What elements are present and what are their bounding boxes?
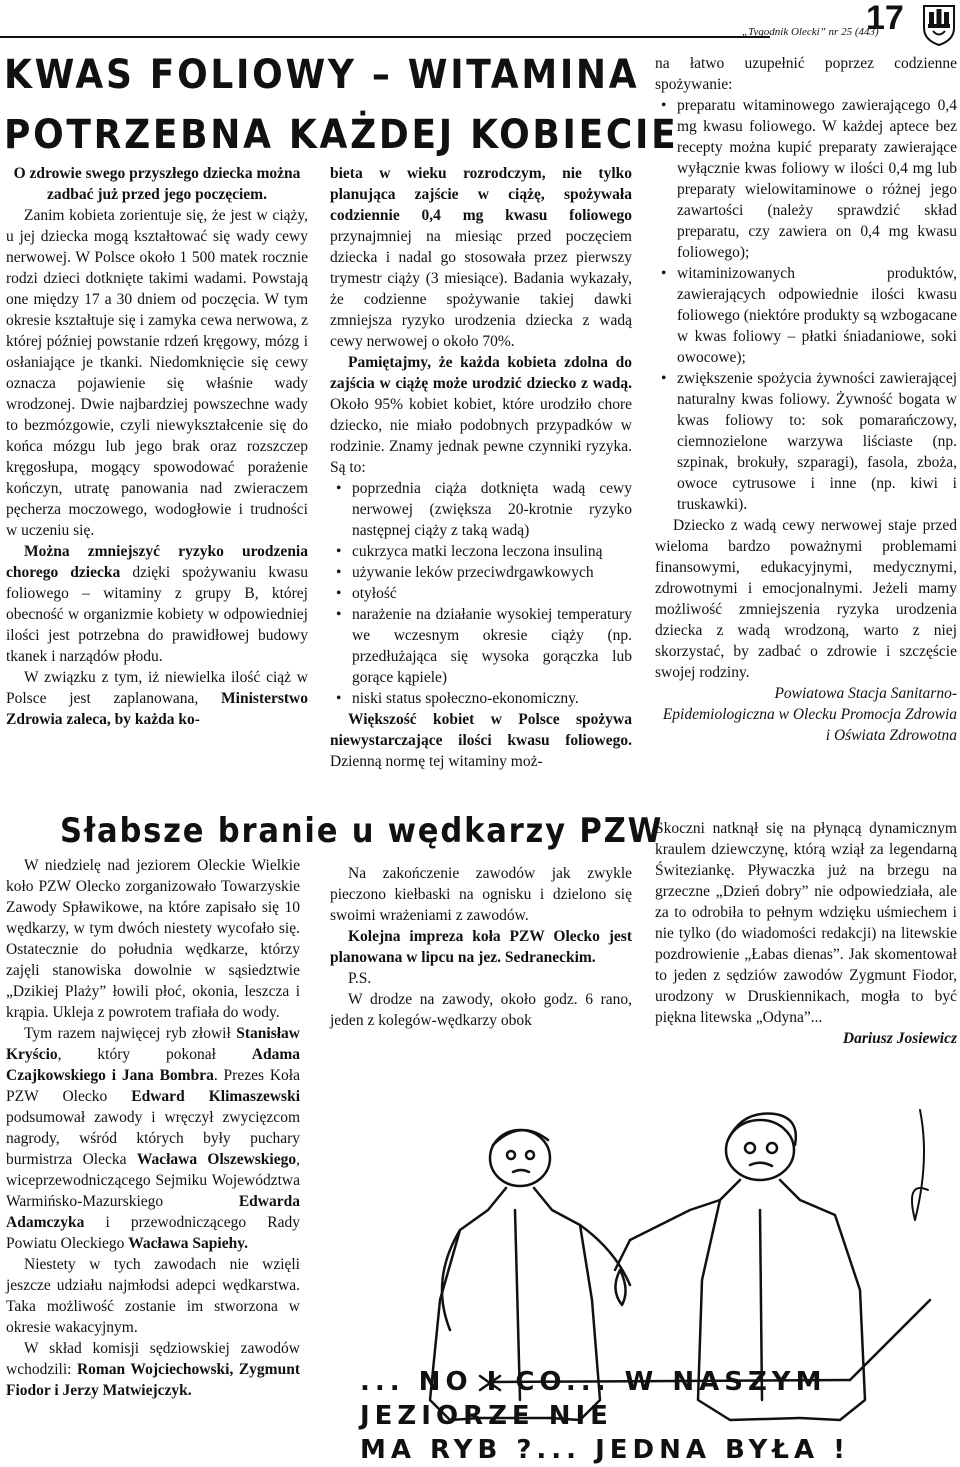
paragraph-text: Dzienną normę tej witaminy moż- <box>330 753 543 770</box>
bold-phrase: Pamiętajmy, że każda kobieta zdolna do zajścia w ciążę może urodzić dziecko z wadą. <box>330 354 632 392</box>
person-name: Stanisław Kryścio <box>6 1025 300 1063</box>
article-paragraph: W drodze na zawody, około godz. 6 rano, jeden z kolegów-wędkarzy obok <box>330 991 632 1029</box>
artist-signature <box>912 1110 928 1220</box>
list-item: • niski status społeczno-ekonomiczny. <box>330 688 632 709</box>
cartoon-caption <box>360 1365 950 1467</box>
list-item: • poprzednia ciąża dotknięta wadą cewy nerwowej (zwiększa 20-krotnie ryzyko następnej ciąży z taką wadą) <box>330 478 632 541</box>
person-name: Edward Klimaszewski <box>131 1088 300 1105</box>
article-paragraph <box>6 1023 300 1254</box>
article-paragraph <box>6 1338 300 1401</box>
article-paragraph <box>330 709 632 772</box>
article-paragraph: W niedzielę nad jeziorem Oleckie Wielkie koło PZW Olecko zorganizowało Towarzyskie Zawody Spławikowe, na które zapisało się 10 wędkarzy, w tym dwóch niestety wycofało się. Ostatecznie do południa wędkarze, którzy zajęli stanowiska dowolnie w sąsiedztwie „Dzikiej Plaży” łowili płoć, okonia, leszcza i krąpia. Ukleja z powrotem trafiała do wody. <box>6 857 300 1021</box>
paragraph-text: , wiceprzewodniczącego Sejmiku Województwa Warmińsko-Mazurskiego <box>6 1151 300 1210</box>
article-title-line-1: KWAS FOLIOWY – WITAMINA <box>4 52 640 98</box>
article1-column-1 <box>6 163 308 730</box>
article-paragraph <box>330 926 632 968</box>
article-paragraph: P.S. <box>348 970 372 987</box>
bold-phrase: Większość kobiet w Polsce spożywa niewystarczające ilości kwasu foliowego. <box>330 711 632 749</box>
article2-column-2 <box>330 863 632 1031</box>
paragraph-text: dzięki spożywaniu kwasu foliowego – witaminy z grupy B, której obecność w organizmie kobiety w odpowiedniej ilości jest potrzebna do prawidłowej budowy tkanek i narządów płodu. <box>6 564 308 665</box>
bold-phrase: Można zmniejszyć ryzyko urodzenia chorego dziecka <box>6 543 308 581</box>
list-item: • preparatu witaminowego zawierającego 0,4 mg kwasu foliowego. W każdej aptece bez recepty można kupić preparaty zawierające wyłącznie kwas foliowy w ilości 0,4 mg lub preparaty wielowitaminowe o różnej jego zawartości (należy sprawdzić skład preparatu, czy zawiera on 0,4 mg kwasu foliowego); <box>655 95 957 263</box>
person-name: Wacława Olszewskiego <box>136 1151 297 1168</box>
article-paragraph <box>330 352 632 478</box>
header-rule <box>0 36 770 38</box>
article-author: Dariusz Josiewicz <box>842 1030 957 1047</box>
paragraph-text: Około 95% kobiet kobiet, które urodziło chore dziecko, nie miało podobnych przypadków w rodzinie. Znamy jednak pewne czynniki ryzyka. Są to: <box>330 396 632 476</box>
article1-column-2 <box>330 163 632 772</box>
article1-column-3 <box>655 53 957 746</box>
page-number: 17 <box>866 0 904 37</box>
caption-line-1: ... NO I CO... W NASZYM JEZIORZE NIE <box>360 1367 827 1431</box>
article-title-line-2: POTRZEBNA KAŻDEJ KOBIECIE <box>4 112 679 158</box>
article-paragraph: Skoczni natknął się na płynącą dynamicznym kraulem dziewczynę, którą wziął za legendarną Świteziankę. Pływaczka już na brzegu na grzeczne „Dzień dobry” nie odpowiedziała, ale za to odrobiła to pełnym wdzięku uśmiechem i nie tylko (do wiadomości redakcji) na litewskie pozdrowienie „Łabas dienas”. Jak skomentował to jeden z sędziów zawodów Zygmunt Fiodor, urodzony w Druskiennikach, mogła to być piękna litewska „Odyna”... <box>655 820 957 1026</box>
risk-factor-list <box>330 478 632 709</box>
bold-phrase: Kolejna impreza koła PZW Olecko jest planowana w lipcu na jez. Sedraneckim. <box>330 928 632 966</box>
article-paragraph <box>6 667 308 730</box>
article-paragraph: Niestety w tych zawodach nie wzięli jeszcze udziału najmłodsi adepci wędkarstwa. Taka możliwość zostanie im stworzona w okresie wakacyjnym. <box>6 1256 300 1336</box>
list-item: • narażenie na działanie wysokiej temperatury we wczesnym okresie ciąży (np. przedłużająca się wysoka gorączka lub gorące kąpiele) <box>330 604 632 688</box>
article-signature: Powiatowa Stacja Sanitarno-Epidemiologiczna w Olecku Promocja Zdrowia <box>662 685 957 723</box>
article-paragraph: Na zakończenie zawodów jak zwykle pieczono kiełbaski na ognisku i dzielono się swoimi wrażeniami z zawodów. <box>330 865 632 924</box>
article-signature: i Oświata Zdrowotna <box>825 727 957 744</box>
paragraph-text: W związku z tym, iż niewielka ilość ciąż w Polsce jest zaplanowana, <box>6 669 308 707</box>
paragraph-text: , który pokonał <box>57 1046 252 1063</box>
paragraph-text: . Prezes Koła PZW Olecko <box>6 1067 300 1105</box>
person-name: Roman Wojciechowski, Zygmunt Fiodor i Jerzy Matwiejczyk. <box>6 1361 300 1399</box>
person-name: Wacława Sapiehy. <box>128 1235 248 1252</box>
caption-line-2: MA RYB ?... JEDNA BYŁA ! <box>360 1435 851 1465</box>
paragraph-text: W skład komisji sędziowskiej zawodów wchodzili: <box>6 1340 300 1378</box>
paragraph-text: przynajmniej na miesiąc przed poczęciem dziecka i nadal go stosowała przez pierwszy trymestr ciąży (3 miesiące). Badania wykazały, że codzienne spożywanie takiej dawki zmniejsza ryzyko urodzenia dziecka z wadą cewy nerwowej o około 70%. <box>330 228 632 350</box>
bold-phrase: bieta w wieku rozrodczym, nie tylko planująca zajście w ciążę, spożywała codziennie 0,4 mg kwasu foliowego <box>330 165 632 224</box>
list-item: • witaminizowanych produktów, zawierających odpowiednie ilości kwasu foliowego (niektóre produkty są wzbogacane w kwas foliowy – płatki śniadaniowe, soki owocowe); <box>655 263 957 368</box>
person-name: Edwarda Adamczyka <box>6 1193 300 1231</box>
article-lead: O zdrowie swego przyszłego dziecka można zadbać już przed jego poczęciem. <box>13 165 301 203</box>
folic-source-list <box>655 95 957 515</box>
list-item: • otyłość <box>330 583 632 604</box>
article-paragraph <box>330 163 632 352</box>
paper-name: „Tygodnik Olecki” nr 25 (443) <box>742 26 879 38</box>
paragraph-text: i przewodniczącego Rady Powiatu Oleckiego <box>6 1214 300 1252</box>
list-item: • zwiększenie spożycia żywności zawierającej naturalny kwas foliowy. Żywność bogata w kwas foliowy to: sok pomarańczowy, ciemnozielone warzywa liściaste (np. szpinak, brokuły, szparagi), fasola, zboża, owoce cytrusowe i inne (np. kiwi i truskawki). <box>655 368 957 515</box>
town-crest-icon <box>922 4 956 46</box>
article-paragraph: Zanim kobieta zorientuje się, że jest w ciąży, u jej dziecka mogą kształtować się wady cewy nerwowej. W Polsce około 1 500 matek rocznie rodzi dzieci dotknięte takimi wadami. Powstają one między 17 a 30 dniem od poczęcia. W tym okresie kształtuje się i zamyka cewa nerwowa, z której później powstanie rdzeń kręgowy, mózg i osłaniające je tkanki. Niedomknięcie się cewy oznacza pojawienie się właśnie wady wrodzonej. Dwie najbardziej powszechne wady to bezmózgowie, czyli niewykształcenie się do końca mózgu lub jego brak oraz rozszczep kręgosłupa, mogący spowodować porażenie kończyn, utratę panowania nad zwieraczem pęcherza moczowego, wodogłowie i trudności w uczeniu się. <box>6 207 308 539</box>
article2-title: Słabsze branie u wędkarzy PZW <box>60 811 664 851</box>
bold-phrase: Ministerstwo Zdrowia zaleca, by każda ko- <box>6 690 308 728</box>
paragraph-text: podsumował zawody i wręczył zwycięzcom nagrody, wśród których były puchary burmistrza Olecka <box>6 1109 300 1168</box>
article2-column-3 <box>655 818 957 1049</box>
article-title <box>4 52 679 172</box>
article-paragraph: Dziecko z wadą cewy nerwowej staje przed wieloma bardzo poważnymi problemami finansowymi, edukacyjnymi, medycznymi, zdrowotnymi i emocjonalnymi. Jeżeli mamy możliwość zmniejszenia ryzyka urodzenia dziecka z wadą wrodzoną, warto z niej skorzystać, by zadbać o zdrowie i szczęście swojej rodziny. <box>655 517 957 681</box>
person-name: Adama Czajkowskiego i Jana Bombra <box>6 1046 300 1084</box>
list-item: • cukrzyca matki leczona leczona insuliną <box>330 541 632 562</box>
paragraph-text: Tym razem najwięcej ryb złowił <box>24 1025 237 1042</box>
article-paragraph: na łatwo uzupełnić poprzez codzienne spożywanie: <box>655 55 957 93</box>
article-paragraph <box>6 541 308 667</box>
list-item: • używanie leków przeciwdrgawkowych <box>330 562 632 583</box>
article2-column-1 <box>6 855 300 1401</box>
